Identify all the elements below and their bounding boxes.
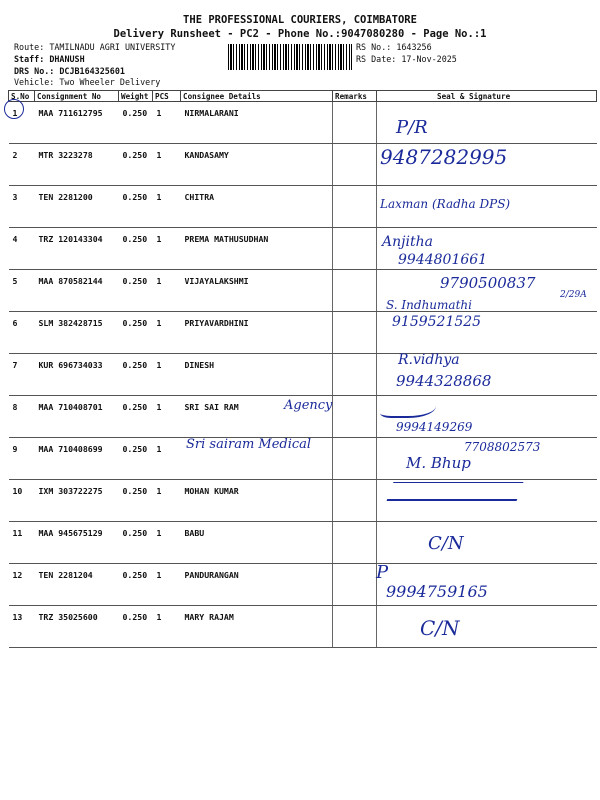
row-remarks (333, 102, 377, 144)
col-remarks: Remarks (333, 91, 377, 102)
staff-label: Staff: (14, 54, 45, 64)
row-sno: 7 (9, 354, 35, 396)
row-remarks (333, 186, 377, 228)
row-weight: 0.250 (119, 144, 153, 186)
row-remarks (333, 438, 377, 480)
row-pcs: 1 (153, 564, 181, 606)
row-sno: 2 (9, 144, 35, 186)
table-row (9, 312, 597, 354)
sig-row-9-name: M. Bhup (406, 454, 471, 472)
sig-row-2: 9487282995 (380, 145, 508, 169)
drs-label: DRS No.: (14, 66, 55, 76)
row-sno: 13 (9, 606, 35, 648)
row-consignment-no: TEN 2281200 (35, 186, 119, 228)
row-consignee-name: SRI SAI RAM (181, 396, 333, 438)
row-pcs: 1 (153, 144, 181, 186)
sig-row-7-name: R.vidhya (398, 352, 460, 368)
row-consignment-no: TRZ 120143304 (35, 228, 119, 270)
row-weight: 0.250 (119, 606, 153, 648)
row-sno: 5 (9, 270, 35, 312)
table-row (9, 522, 597, 564)
row-weight: 0.250 (119, 522, 153, 564)
row-remarks (333, 354, 377, 396)
row-weight: 0.250 (119, 186, 153, 228)
row-remarks (333, 312, 377, 354)
row-consignee-name: CHITRA (181, 186, 333, 228)
row-signature (377, 522, 597, 564)
sig-row-3: Laxman (Radha DPS) (380, 197, 511, 211)
vehicle-label: Vehicle: (14, 77, 55, 87)
row-sno: 3 (9, 186, 35, 228)
scribble-signature-10 (387, 482, 524, 501)
row-remarks (333, 396, 377, 438)
staff-value: DHANUSH (49, 54, 85, 64)
sig-row-6-phone: 9159521525 (392, 314, 482, 330)
rs-date-label: RS Date: (356, 54, 397, 64)
drs-value: DCJB164325601 (59, 66, 125, 76)
row-consignment-no: SLM 382428715 (35, 312, 119, 354)
sig-row-11: C/N (428, 533, 464, 554)
table-row (9, 606, 597, 648)
table-header (9, 91, 597, 102)
rs-date-line (356, 54, 457, 64)
row-consignment-no: TEN 2281204 (35, 564, 119, 606)
route-value: TAMILNADU AGRI UNIVERSITY (49, 42, 176, 52)
row-sno: 9 (9, 438, 35, 480)
row-consignment-no: MAA 870582144 (35, 270, 119, 312)
row-weight: 0.250 (119, 564, 153, 606)
sig-row-9-phone: 7708802573 (464, 440, 541, 454)
row-sno: 4 (9, 228, 35, 270)
row-sno: 8 (9, 396, 35, 438)
route-line (14, 42, 175, 52)
col-sno: S.No (9, 91, 35, 102)
sig-row-5-phone: 9790500837 (440, 274, 536, 292)
sig-row-7-phone: 9944328868 (396, 372, 492, 390)
row-pcs: 1 (153, 186, 181, 228)
row-consignment-no: MTR 3223278 (35, 144, 119, 186)
row-weight: 0.250 (119, 480, 153, 522)
row-pcs: 1 (153, 438, 181, 480)
staff-line (14, 54, 85, 64)
row-pcs: 1 (153, 354, 181, 396)
drs-line (14, 66, 125, 76)
row-consignee-name: MOHAN KUMAR (181, 480, 333, 522)
col-consignee: Consignee Details (181, 91, 333, 102)
row-consignee-name: KANDASAMY (181, 144, 333, 186)
runsheet-subtitle: Delivery Runsheet - PC2 - Phone No.:9047080280 - Page No.:1 (113, 28, 487, 40)
row-sno: 11 (9, 522, 35, 564)
row-consignment-no: MAA 710408699 (35, 438, 119, 480)
row-pcs: 1 (153, 270, 181, 312)
row-remarks (333, 228, 377, 270)
row-consignee-name: PREMA MATHUSUDHAN (181, 228, 333, 270)
table-row (9, 564, 597, 606)
row-consignment-no: MAA 945675129 (35, 522, 119, 564)
row-sno: 6 (9, 312, 35, 354)
row-pcs: 1 (153, 312, 181, 354)
row-consignee-name: PANDURANGAN (181, 564, 333, 606)
route-label: Route: (14, 42, 45, 52)
sig-row-13: C/N (420, 616, 460, 640)
row-consignment-no: MAA 711612795 (35, 102, 119, 144)
row-sno: 10 (9, 480, 35, 522)
col-signature: Seal & Signature (377, 91, 597, 102)
sig-row-12-phone: 9994759165 (386, 582, 488, 601)
row-pcs: 1 (153, 228, 181, 270)
row-consignee-name: PRIYAVARDHINI (181, 312, 333, 354)
rs-no-line (356, 42, 432, 52)
col-pcs: PCS (153, 91, 181, 102)
row-pcs: 1 (153, 102, 181, 144)
row-weight: 0.250 (119, 270, 153, 312)
company-title: THE PROFESSIONAL COURIERS, COIMBATORE (183, 14, 417, 26)
rs-no-label: RS No.: (356, 42, 392, 52)
sig-row-1: P/R (396, 117, 428, 138)
sig-row-12-mark: P (376, 562, 389, 583)
row-remarks (333, 480, 377, 522)
table-row (9, 228, 597, 270)
row-remarks (333, 606, 377, 648)
table-row (9, 102, 597, 144)
row-remarks (333, 522, 377, 564)
row-weight: 0.250 (119, 354, 153, 396)
sig-row-5-note: 2/29A (560, 290, 587, 300)
row-pcs: 1 (153, 480, 181, 522)
row-8-note: Agency (284, 398, 333, 413)
row-remarks (333, 144, 377, 186)
runsheet-table (8, 90, 597, 648)
barcode (228, 44, 352, 70)
row-weight: 0.250 (119, 228, 153, 270)
rs-date-value: 17-Nov-2025 (401, 54, 457, 64)
sig-row-4-phone: 9944801661 (398, 252, 488, 268)
row-pcs: 1 (153, 396, 181, 438)
rs-no-value: 1643256 (396, 42, 432, 52)
table-row (9, 144, 597, 186)
row-sno: 1 (9, 102, 35, 144)
row-consignee-name: VIJAYALAKSHMI (181, 270, 333, 312)
row-consignment-no: KUR 696734033 (35, 354, 119, 396)
sig-row-8-phone: 9994149269 (396, 420, 473, 434)
row-pcs: 1 (153, 522, 181, 564)
row-consignment-no: TRZ 35025600 (35, 606, 119, 648)
sig-row-6-name: S. Indhumathi (386, 298, 472, 312)
col-weight: Weight (119, 91, 153, 102)
row-consignee-name: MARY RAJAM (181, 606, 333, 648)
vehicle-line (14, 77, 160, 87)
row-signature (377, 606, 597, 648)
vehicle-value: Two Wheeler Delivery (59, 77, 161, 87)
row-weight: 0.250 (119, 396, 153, 438)
row-remarks (333, 270, 377, 312)
row-consignment-no: IXM 303722275 (35, 480, 119, 522)
table-row (9, 354, 597, 396)
scribble-signature-8 (380, 394, 436, 418)
row-sno: 12 (9, 564, 35, 606)
circle-mark (4, 99, 24, 119)
row-weight: 0.250 (119, 102, 153, 144)
row-weight: 0.250 (119, 312, 153, 354)
row-9-consignee-handwritten: Sri sairam Medical (186, 437, 312, 452)
row-consignee-name: BABU (181, 522, 333, 564)
row-consignee-name: NIRMALARANI (181, 102, 333, 144)
sig-row-4-name: Anjitha (382, 234, 433, 250)
row-pcs: 1 (153, 606, 181, 648)
row-weight: 0.250 (119, 438, 153, 480)
row-consignment-no: MAA 710408701 (35, 396, 119, 438)
col-consignment: Consignment No (35, 91, 119, 102)
row-remarks (333, 564, 377, 606)
row-consignee-name: DINESH (181, 354, 333, 396)
